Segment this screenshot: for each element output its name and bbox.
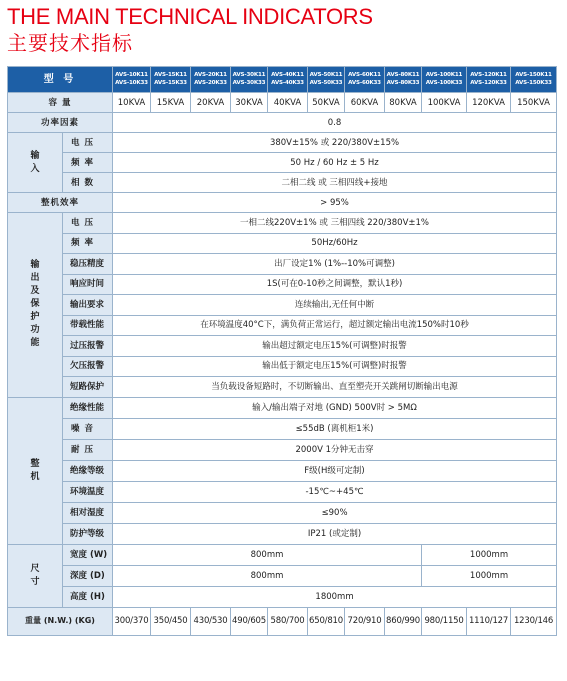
overvoltage-alarm-label: 过压报警 bbox=[63, 336, 113, 357]
weight-value: 490/605 bbox=[231, 607, 268, 635]
input-voltage-label: 电 压 bbox=[63, 133, 113, 153]
input-frequency-value: 50 Hz / 60 Hz ± 5 Hz bbox=[113, 153, 557, 173]
height-value: 1800mm bbox=[113, 586, 557, 607]
output-voltage-value: 一相二线220V±1% 或 三相四线 220/380V±1% bbox=[113, 213, 557, 234]
machine-row bbox=[8, 397, 557, 418]
depth-value-small: 800mm bbox=[113, 565, 422, 586]
width-value-small: 800mm bbox=[113, 544, 422, 565]
title-english: THE MAIN TECHNICAL INDICATORS bbox=[7, 4, 373, 29]
height-label: 高度 (H) bbox=[63, 586, 113, 607]
model-cell: AVS-50K11 AVS-50K33 bbox=[308, 67, 345, 93]
title-chinese: 主要技术指标 bbox=[7, 31, 133, 55]
power-factor-value: 0.8 bbox=[113, 113, 557, 133]
model-cell: AVS-60K11 AVS-60K33 bbox=[345, 67, 385, 93]
withstand-voltage-label: 耐 压 bbox=[63, 439, 113, 460]
machine-row bbox=[8, 481, 557, 502]
output-row bbox=[8, 336, 557, 357]
output-group-label: 输出及保护功能 bbox=[8, 213, 63, 398]
ambient-temperature-label: 环境温度 bbox=[63, 481, 113, 502]
capacity-value: 10KVA bbox=[113, 93, 151, 113]
size-row bbox=[8, 586, 557, 607]
model-row bbox=[8, 67, 557, 93]
power-factor-label: 功率因素 bbox=[8, 113, 113, 133]
capacity-value: 120KVA bbox=[467, 93, 511, 113]
weight-label: 重量 (N.W.) (KG) bbox=[8, 607, 113, 635]
width-value-large: 1000mm bbox=[422, 544, 557, 565]
input-row bbox=[8, 173, 557, 193]
capacity-row bbox=[8, 93, 557, 113]
output-frequency-label: 频 率 bbox=[63, 233, 113, 254]
input-row bbox=[8, 153, 557, 173]
machine-row bbox=[8, 418, 557, 439]
ambient-temperature-value: -15℃~+45℃ bbox=[113, 481, 557, 502]
output-response-label: 响应时间 bbox=[63, 274, 113, 295]
noise-value: ≤55dB (离机柜1米) bbox=[113, 418, 557, 439]
overvoltage-alarm-value: 输出超过额定电压15%(可调整)时报警 bbox=[113, 336, 557, 357]
input-row bbox=[8, 133, 557, 153]
noise-label: 噪 音 bbox=[63, 418, 113, 439]
output-accuracy-value: 出厂设定1% (1%--10%可调整) bbox=[113, 254, 557, 275]
weight-value: 720/910 bbox=[345, 607, 385, 635]
model-cell: AVS-15K11 AVS-15K33 bbox=[151, 67, 191, 93]
size-row bbox=[8, 544, 557, 565]
output-row bbox=[8, 356, 557, 377]
output-frequency-value: 50Hz/60Hz bbox=[113, 233, 557, 254]
depth-label: 深度 (D) bbox=[63, 565, 113, 586]
spec-table bbox=[7, 66, 557, 636]
output-accuracy-label: 稳压精度 bbox=[63, 254, 113, 275]
undervoltage-alarm-label: 欠压报警 bbox=[63, 356, 113, 377]
weight-value: 650/810 bbox=[308, 607, 345, 635]
short-circuit-value: 当负载设备短路时，不切断输出、直至塑壳开关跳闸切断输出电源 bbox=[113, 377, 557, 398]
output-requirement-label: 输出要求 bbox=[63, 295, 113, 316]
capacity-value: 40KVA bbox=[268, 93, 308, 113]
output-row bbox=[8, 295, 557, 316]
output-load-value: 在环境温度40°C下，满负荷正常运行，超过额定输出电流150%时10秒 bbox=[113, 315, 557, 336]
insulation-class-label: 绝缘等级 bbox=[63, 460, 113, 481]
capacity-value: 15KVA bbox=[151, 93, 191, 113]
output-row bbox=[8, 377, 557, 398]
output-row bbox=[8, 233, 557, 254]
model-label: 型 号 bbox=[8, 67, 113, 93]
capacity-value: 30KVA bbox=[231, 93, 268, 113]
efficiency-label: 整机效率 bbox=[8, 193, 113, 213]
model-cell: AVS-150K11 AVS-150K33 bbox=[511, 67, 557, 93]
insulation-performance-label: 绝缘性能 bbox=[63, 397, 113, 418]
weight-value: 300/370 bbox=[113, 607, 151, 635]
weight-value: 1110/127 bbox=[467, 607, 511, 635]
output-row bbox=[8, 274, 557, 295]
machine-row bbox=[8, 439, 557, 460]
output-row bbox=[8, 315, 557, 336]
output-response-value: 1S(可在0-10秒之间调整，默认1秒) bbox=[113, 274, 557, 295]
machine-row bbox=[8, 502, 557, 523]
capacity-value: 100KVA bbox=[422, 93, 467, 113]
protection-class-label: 防护等级 bbox=[63, 523, 113, 544]
undervoltage-alarm-value: 输出低于额定电压15%(可调整)时报警 bbox=[113, 356, 557, 377]
input-phase-label: 相 数 bbox=[63, 173, 113, 193]
humidity-value: ≤90% bbox=[113, 502, 557, 523]
capacity-value: 150KVA bbox=[511, 93, 557, 113]
short-circuit-label: 短路保护 bbox=[63, 377, 113, 398]
output-row bbox=[8, 254, 557, 275]
efficiency-row bbox=[8, 193, 557, 213]
power-factor-row bbox=[8, 113, 557, 133]
machine-row bbox=[8, 460, 557, 481]
output-row bbox=[8, 213, 557, 234]
model-cell: AVS-120K11 AVS-120K33 bbox=[467, 67, 511, 93]
weight-value: 1230/146 bbox=[511, 607, 557, 635]
output-load-label: 带载性能 bbox=[63, 315, 113, 336]
protection-class-value: IP21 (或定制) bbox=[113, 523, 557, 544]
input-group-label: 输入 bbox=[8, 133, 63, 193]
capacity-value: 20KVA bbox=[191, 93, 231, 113]
model-cell: AVS-10K11 AVS-10K33 bbox=[113, 67, 151, 93]
capacity-label: 容 量 bbox=[8, 93, 113, 113]
width-label: 宽度 (W) bbox=[63, 544, 113, 565]
model-cell: AVS-40K11 AVS-40K33 bbox=[268, 67, 308, 93]
size-group-label: 尺寸 bbox=[8, 544, 63, 607]
insulation-class-value: F级(H级可定制) bbox=[113, 460, 557, 481]
withstand-voltage-value: 2000V 1分钟无击穿 bbox=[113, 439, 557, 460]
model-cell: AVS-80K11 AVS-80K33 bbox=[385, 67, 422, 93]
weight-value: 350/450 bbox=[151, 607, 191, 635]
machine-row bbox=[8, 523, 557, 544]
weight-value: 860/990 bbox=[385, 607, 422, 635]
input-voltage-value: 380V±15% 或 220/380V±15% bbox=[113, 133, 557, 153]
output-voltage-label: 电 压 bbox=[63, 213, 113, 234]
size-row bbox=[8, 565, 557, 586]
insulation-performance-value: 输入/输出端子对地 (GND) 500V时 > 5MΩ bbox=[113, 397, 557, 418]
output-requirement-value: 连续输出,无任何中断 bbox=[113, 295, 557, 316]
weight-value: 430/530 bbox=[191, 607, 231, 635]
weight-row bbox=[8, 607, 557, 635]
model-cell: AVS-20K11 AVS-20K33 bbox=[191, 67, 231, 93]
depth-value-large: 1000mm bbox=[422, 565, 557, 586]
model-cell: AVS-30K11 AVS-30K33 bbox=[231, 67, 268, 93]
weight-value: 980/1150 bbox=[422, 607, 467, 635]
model-cell: AVS-100K11 AVS-100K33 bbox=[422, 67, 467, 93]
humidity-label: 相对湿度 bbox=[63, 502, 113, 523]
capacity-value: 80KVA bbox=[385, 93, 422, 113]
weight-value: 580/700 bbox=[268, 607, 308, 635]
machine-group-label: 整机 bbox=[8, 397, 63, 544]
input-phase-value: 二相二线 或 三相四线+接地 bbox=[113, 173, 557, 193]
capacity-value: 50KVA bbox=[308, 93, 345, 113]
efficiency-value: > 95% bbox=[113, 193, 557, 213]
capacity-value: 60KVA bbox=[345, 93, 385, 113]
input-frequency-label: 频 率 bbox=[63, 153, 113, 173]
